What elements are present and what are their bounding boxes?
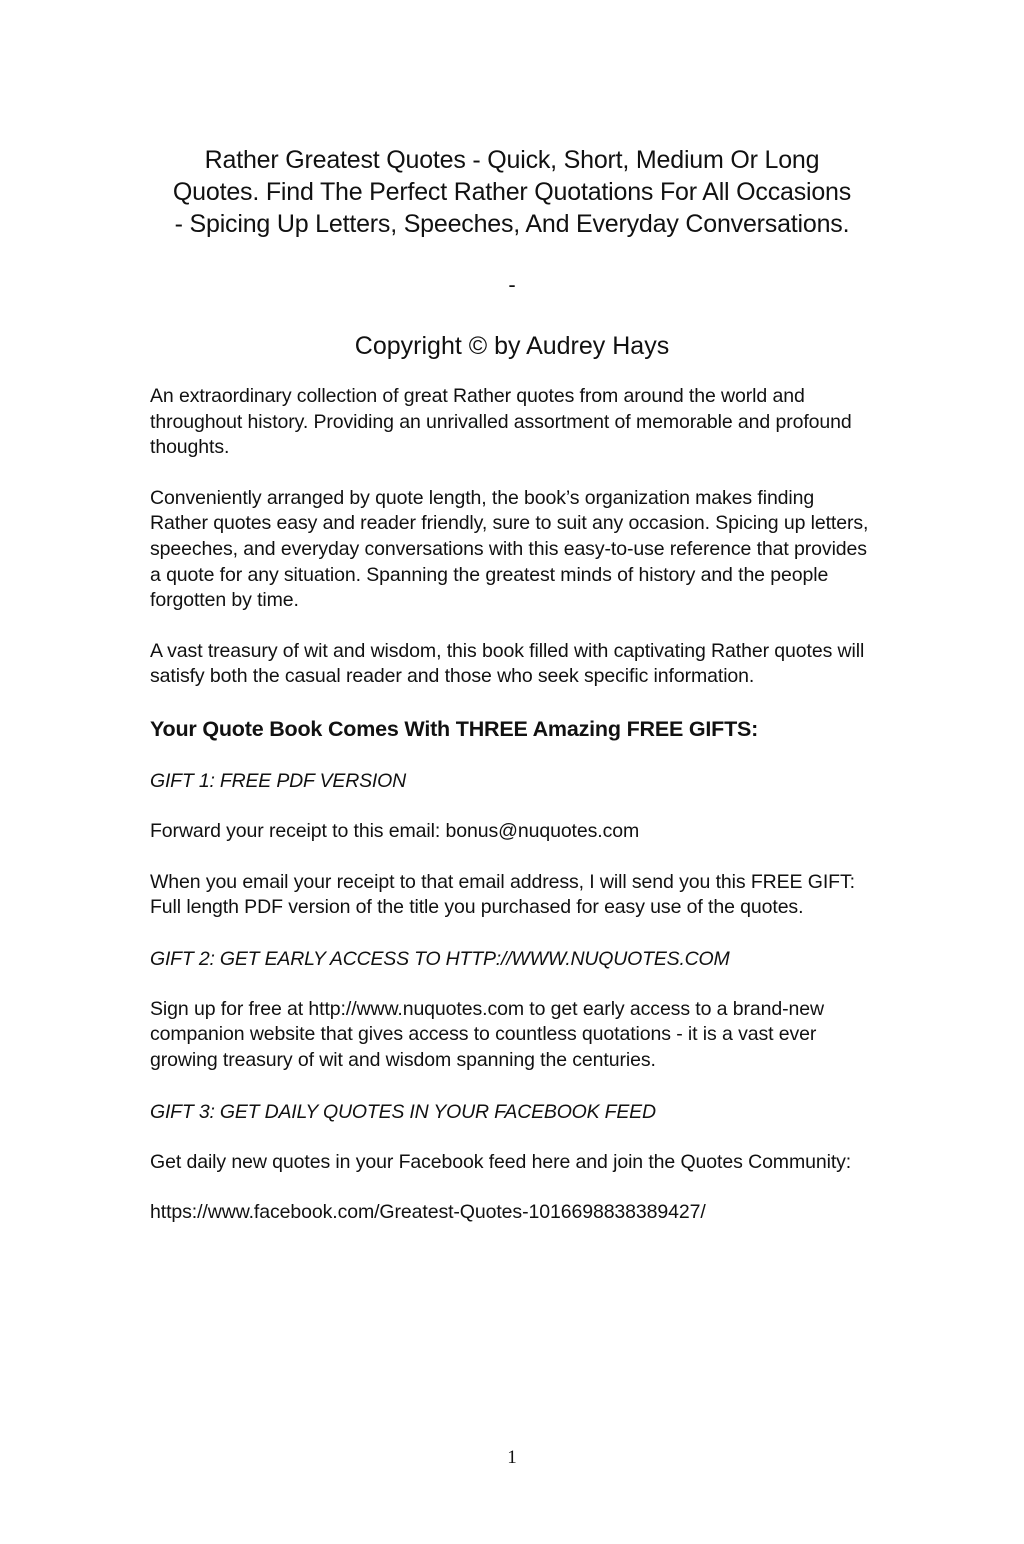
intro-paragraph: A vast treasury of wit and wisdom, this book filled with captivating Rather quotes will satisfy both the casual reader and those who seek specific information.	[150, 639, 865, 688]
facebook-link[interactable]: https://www.facebook.com/Greatest-Quotes-1016698838389427/	[150, 1201, 706, 1224]
gift-1-title: GIFT 1: FREE PDF VERSION	[150, 769, 406, 792]
copyright-line: Copyright © by Audrey Hays	[354, 332, 670, 360]
book-title-line: Rather Greatest Quotes - Quick, Short, Medium Or Long	[204, 146, 820, 174]
gift-2-description: Sign up for free at http://www.nuquotes.com to get early access to a brand-new companion website that gives access to countless quotations - it is a vast ever growing treasury of wit and wisdom spanning the centuries.	[150, 997, 824, 1071]
book-title-line: Quotes. Find The Perfect Rather Quotations For All Occasions	[172, 178, 852, 206]
gift-3-description: Get daily new quotes in your Facebook feed here and join the Quotes Community:	[150, 1150, 852, 1173]
intro-paragraph: An extraordinary collection of great Rather quotes from around the world and throughout history. Providing an unrivalled assortment of memorable and profound thoughts.	[150, 385, 852, 459]
page-number: 1	[507, 1447, 517, 1468]
intro-paragraph: Conveniently arranged by quote length, the book’s organization makes finding Rather quotes easy and reader friendly, sure to suit any occasion. Spicing up letters, speeches, and everyday conversations with this easy-to-use reference that provides a quote for any situation. Spanning the greatest minds of history and the people forgotten by time.	[150, 486, 869, 612]
gift-2-section	[150, 946, 874, 1074]
gift-1-description: When you email your receipt to that email address, I will send you this FREE GIFT: Full length PDF version of the title you purchased for easy use of the quotes.	[150, 870, 855, 919]
separator: -	[508, 272, 516, 297]
gift-3-title: GIFT 3: GET DAILY QUOTES IN YOUR FACEBOOK FEED	[150, 1100, 656, 1123]
book-title-line: - Spicing Up Letters, Speeches, And Everyday Conversations.	[174, 210, 850, 238]
gift-1-email-text: Forward your receipt to this email: bonus@nuquotes.com	[150, 819, 640, 842]
gifts-heading: Your Quote Book Comes With THREE Amazing FREE GIFTS:	[150, 716, 759, 741]
gift-2-title: GIFT 2: GET EARLY ACCESS TO HTTP://WWW.NUQUOTES.COM	[150, 947, 730, 970]
gift-1-section	[150, 768, 874, 921]
document-page	[150, 144, 874, 1226]
book-title	[150, 144, 874, 240]
gift-3-section	[150, 1099, 874, 1226]
